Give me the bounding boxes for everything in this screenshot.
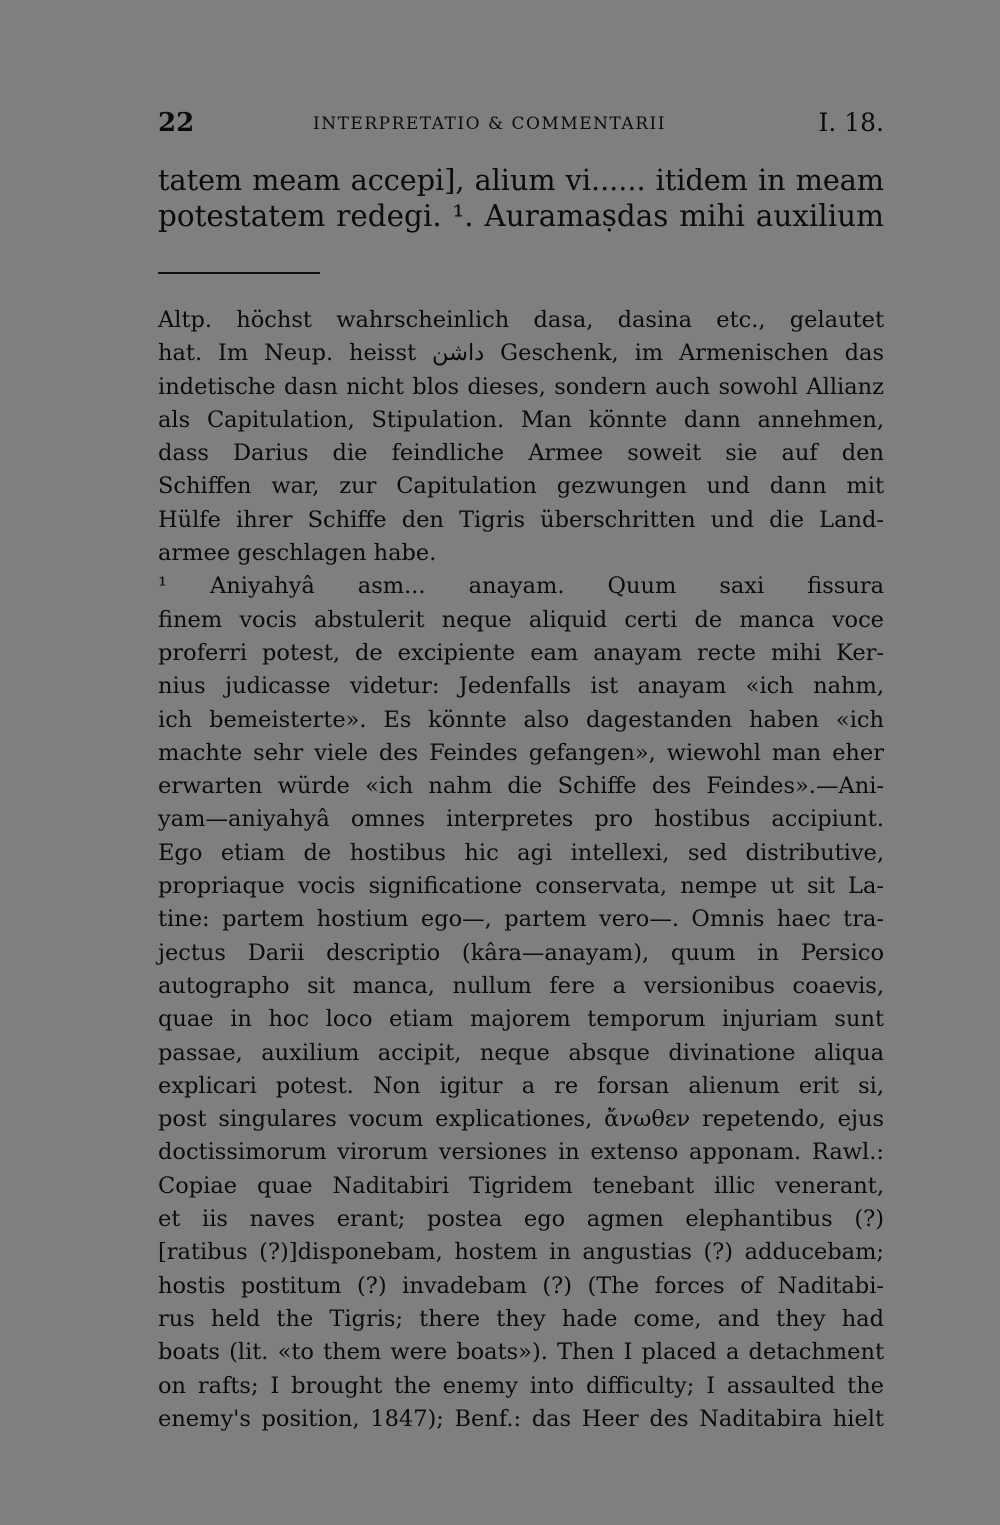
footnote-line: armee geschlagen habe. — [158, 540, 437, 567]
main-text-line: tatem meam accepi], alium vi...... itidem in meam — [158, 163, 884, 197]
footnote-line: jectus Darii descriptio (kâra—anayam), quum in Persico — [158, 939, 884, 966]
footnote-line: hostis postitum (?) invadebam (?) (The forces of Naditabi- — [158, 1272, 884, 1299]
footnote-line: Copiae quae Naditabiri Tigridem tenebant illic venerant, — [158, 1172, 884, 1199]
footnote-line: Ego etiam de hostibus hic agi intellexi, sed distributive, — [158, 839, 884, 866]
footnote-line: post singulares vocum explicationes, ἄνωθεν repetendo, ejus — [158, 1106, 884, 1133]
footnote-line: boats (lit. «to them were boats»). Then I placed a detachment — [158, 1339, 884, 1366]
footnote-line: hat. Im Neup. heisst داشن Geschenk, im Armenischen das — [158, 340, 885, 367]
footnote-line: yam—aniyahyâ omnes interpretes pro hostibus accipiunt. — [158, 806, 884, 833]
footnote-line: propriaque vocis significatione conservata, nempe ut sit La- — [158, 873, 884, 900]
footnote-line: explicari potest. Non igitur a re forsan alienum erit si, — [158, 1072, 884, 1099]
footnote-line: Altp. höchst wahrscheinlich dasa, dasina etc., gelautet — [158, 307, 884, 333]
footnote-line: Schiffen war, zur Capitulation gezwungen und dann mit — [158, 473, 884, 500]
footnote-line: finem vocis abstulerit neque aliquid certi de manca voce — [158, 606, 884, 633]
footnote-line: als Capitulation, Stipulation. Man könnte dann annehmen, — [158, 406, 884, 433]
footnote-line: tine: partem hostium ego—, partem vero—. Omnis haec tra- — [158, 906, 884, 933]
footnote-line: enemy's position, 1847); Benf.: das Heer des Naditabira hielt — [158, 1405, 884, 1432]
main-text — [158, 162, 884, 234]
footnote-line: Hülfe ihrer Schiffe den Tigris überschritten und die Land- — [158, 506, 884, 533]
section-reference: I. 18. — [818, 108, 884, 137]
footnote-line: ich bemeisterte». Es könnte also dagestanden haben «ich — [158, 706, 884, 733]
page-header — [158, 108, 884, 138]
footnote-line: ¹ Aniyahyâ asm... anayam. Quum saxi fissura — [158, 573, 884, 600]
footnote-line: et iis naves erant; postea ego agmen elephantibus (?) — [158, 1206, 884, 1233]
footnote-line: doctissimorum virorum versiones in extenso apponam. Rawl.: — [158, 1139, 884, 1166]
running-title: INTERPRETATIO & COMMENTARII — [313, 114, 666, 134]
footnote-line: on rafts; I brought the enemy into difficulty; I assaulted the — [158, 1372, 884, 1399]
footnote-line: passae, auxilium accipit, neque absque divinatione aliqua — [158, 1039, 884, 1066]
main-text-line: potestatem redegi. ¹. Auramaṣdas mihi auxilium — [158, 199, 884, 233]
page-number: 22 — [158, 108, 195, 138]
footnote-line: machte sehr viele des Feindes gefangen», wiewohl man eher — [158, 739, 884, 766]
footnote-line: erwarten würde «ich nahm die Schiffe des Feindes».—Ani- — [158, 773, 884, 800]
footnote-line: quae in hoc loco etiam majorem temporum injuriam sunt — [158, 1006, 884, 1033]
footnote-line: autographo sit manca, nullum fere a versionibus coaevis, — [158, 972, 884, 999]
footnote-line: indetische dasn nicht blos dieses, sondern auch sowohl Allianz — [158, 373, 884, 400]
footnote-line: proferri potest, de excipiente eam anayam recte mihi Ker- — [158, 639, 884, 666]
footnote-line: nius judicasse videtur: Jedenfalls ist anayam «ich nahm, — [158, 673, 884, 700]
footnote-line: [ratibus (?)]disponebam, hostem in angustias (?) adducebam; — [158, 1239, 884, 1266]
footnotes — [158, 304, 884, 1436]
footnote-line: dass Darius die feindliche Armee soweit sie auf den — [158, 440, 884, 467]
footnote-line: rus held the Tigris; there they hade come, and they had — [158, 1305, 884, 1332]
footnote-separator — [158, 272, 320, 274]
